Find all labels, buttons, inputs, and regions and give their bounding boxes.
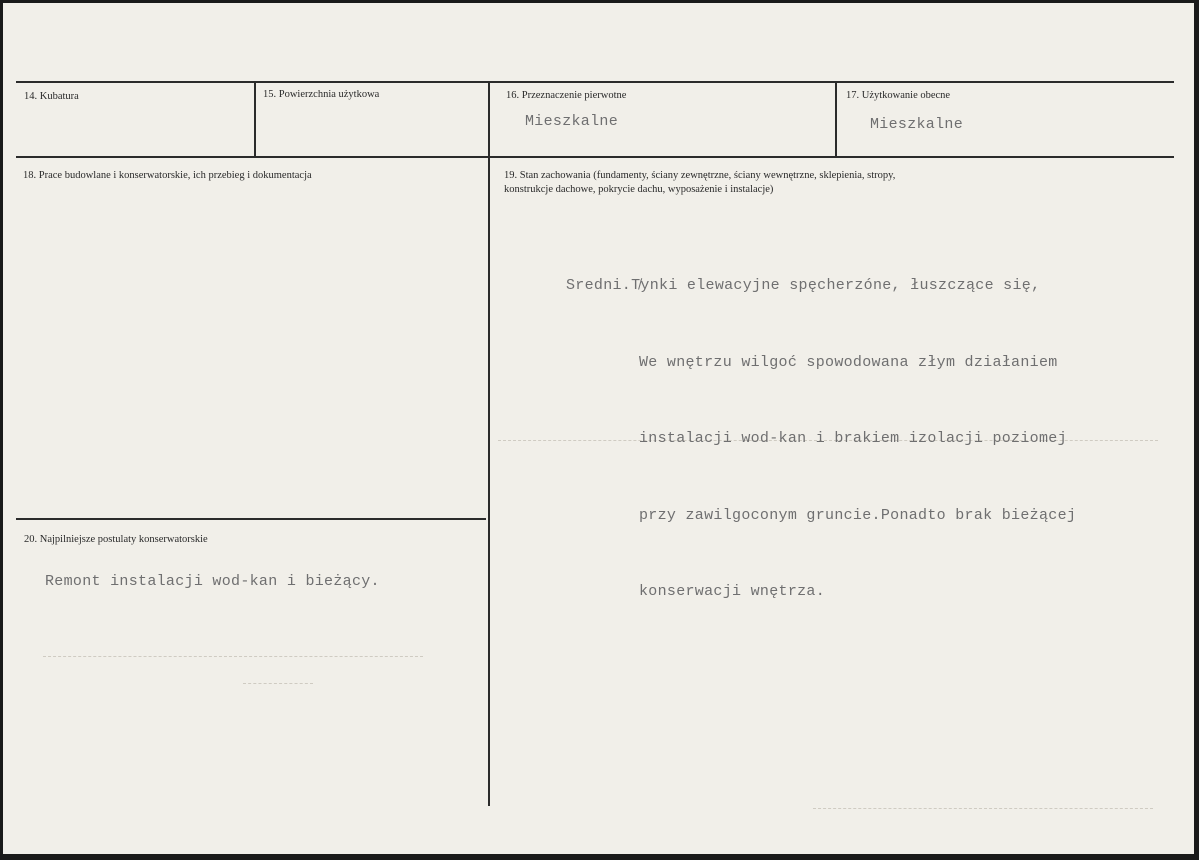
rule-row1-bottom: [16, 156, 1174, 158]
rule-section-18-bottom: [16, 518, 486, 520]
field-16-value: Mieszkalne: [525, 113, 619, 130]
rule-col-17: [835, 81, 837, 157]
field-20-value: Remont instalacji wod-kan i bieżący.: [45, 573, 380, 590]
field-16-label: 16. Przeznaczenie pierwotne: [506, 90, 627, 101]
faint-mark: [813, 808, 1153, 810]
field-17-value: Mieszkalne: [870, 116, 964, 133]
field-19-line-1: Sredni.T̸ynki elewacyjne spęcherzóne, łuszczące się,: [566, 277, 1041, 294]
inventory-card: [3, 3, 1194, 854]
faint-mark: [43, 656, 423, 658]
field-19-label-line2: konstrukcje dachowe, pokrycie dachu, wyposażenie i instalacje): [504, 184, 774, 196]
field-19-line-4: przy zawilgoconym gruncie.Ponadto brak bieżącej: [639, 506, 1077, 524]
field-19-line-5: konserwacji wnętrza.: [639, 583, 826, 600]
field-19-line-3: instalacji wod-kan i brakiem izolacji poziomej: [639, 430, 1067, 447]
faint-mark: [243, 683, 313, 685]
field-15-label: 15. Powierzchnia użytkowa: [263, 89, 380, 100]
field-19-value: [566, 222, 1076, 656]
rule-col-16: [488, 81, 490, 806]
field-19-line-2: We wnętrzu wilgoć spowodowana złym działaniem: [639, 353, 1058, 371]
field-19-label: [504, 169, 895, 197]
rule-col-15: [254, 81, 256, 157]
field-20-label: 20. Najpilniejsze postulaty konserwatorskie: [24, 534, 208, 545]
field-14-label: 14. Kubatura: [24, 91, 79, 102]
field-19-label-line1: 19. Stan zachowania (fundamenty, ściany zewnętrzne, ściany wewnętrzne, sklepienia, stropy,: [504, 170, 896, 181]
field-18-label: 18. Prace budowlane i konserwatorskie, ich przebieg i dokumentacja: [23, 170, 312, 181]
field-17-label: 17. Użytkowanie obecne: [846, 90, 951, 101]
rule-top: [16, 81, 1174, 83]
